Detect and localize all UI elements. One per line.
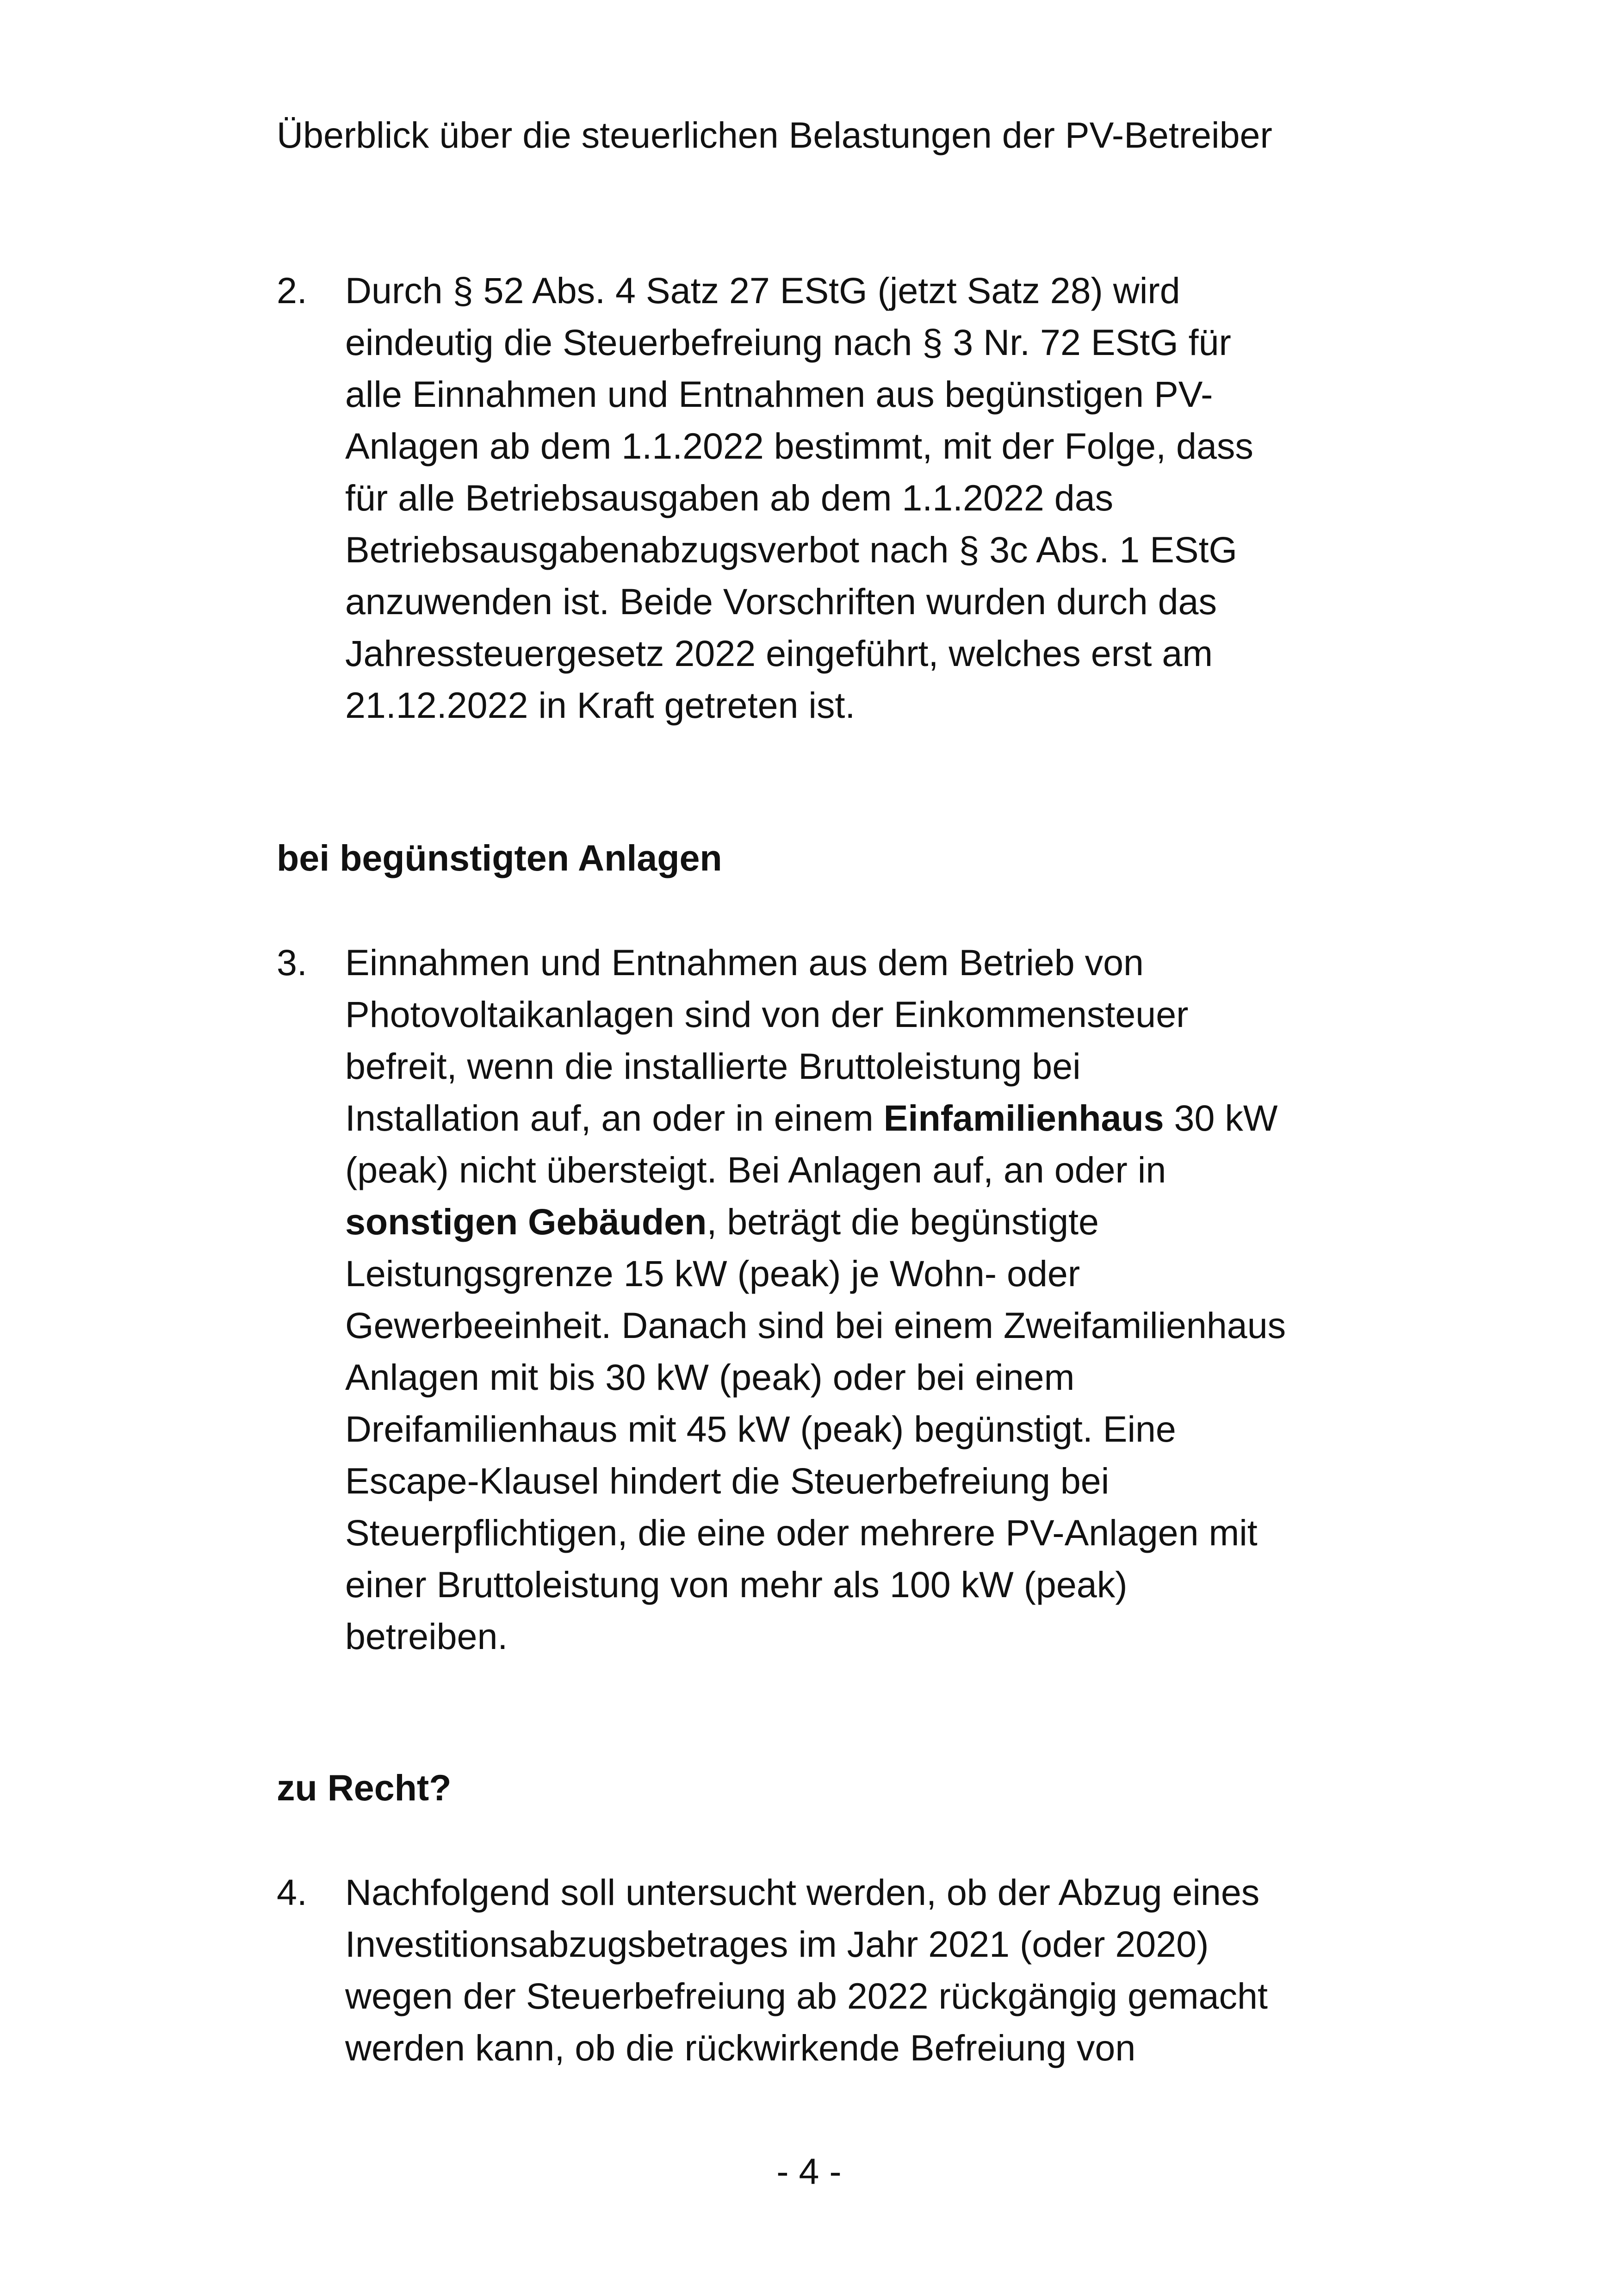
text-line: betreiben.: [345, 1616, 508, 1657]
text-line: Leistungsgrenze 15 kW (peak) je Wohn- oder: [345, 1253, 1080, 1294]
text-line: Anlagen ab dem 1.1.2022 bestimmt, mit der Folge, dass: [345, 425, 1253, 467]
item-2-text: [345, 265, 1253, 731]
text-line: Nachfolgend soll untersucht werden, ob der Abzug eines: [345, 1872, 1260, 1913]
text-line: alle Einnahmen und Entnahmen aus begünstigen PV-: [345, 373, 1213, 415]
text-line: [345, 1092, 1286, 1144]
text-line: Jahressteuergesetz 2022 eingeführt, welches erst am: [345, 633, 1213, 674]
text-line: Investitionsabzugsbetrages im Jahr 2021 (oder 2020): [345, 1923, 1209, 1965]
running-header: Überblick über die steuerlichen Belastungen der PV-Betreiber: [277, 114, 1272, 156]
text-line: (peak) nicht übersteigt. Bei Anlagen auf, an oder in: [345, 1149, 1166, 1190]
text-line: eindeutig die Steuerbefreiung nach § 3 Nr. 72 EStG für: [345, 322, 1231, 363]
text-line: Dreifamilienhaus mit 45 kW (peak) begünstigt. Eine: [345, 1408, 1176, 1450]
emphasis-sonstigen-gebaeuden: sonstigen Gebäuden: [345, 1201, 707, 1242]
item-number-4: 4.: [277, 1872, 307, 1913]
text-segment: Installation auf, an oder in einem: [345, 1097, 884, 1139]
text-line: Photovoltaikanlagen sind von der Einkommensteuer: [345, 994, 1189, 1035]
text-segment: 30 kW: [1164, 1097, 1278, 1139]
text-line: werden kann, ob die rückwirkende Befreiung von: [345, 2027, 1136, 2068]
text-segment: , beträgt die begünstigte: [707, 1201, 1099, 1242]
text-line: Steuerpflichtigen, die eine oder mehrere PV-Anlagen mit: [345, 1512, 1258, 1553]
text-line: Betriebsausgabenabzugsverbot nach § 3c Abs. 1 EStG: [345, 529, 1237, 570]
section-heading: zu Recht?: [277, 1767, 452, 1808]
text-line: befreit, wenn die installierte Bruttoleistung bei: [345, 1045, 1081, 1087]
item-number-3: 3.: [277, 942, 307, 983]
text-line: Durch § 52 Abs. 4 Satz 27 EStG (jetzt Satz 28) wird: [345, 270, 1180, 311]
text-line: Gewerbeeinheit. Danach sind bei einem Zweifamilienhaus: [345, 1305, 1286, 1346]
page-number: - 4 -: [776, 2151, 842, 2192]
item-number-2: 2.: [277, 270, 307, 311]
item-4-text: [345, 1867, 1268, 2074]
text-line: Einnahmen und Entnahmen aus dem Betrieb von: [345, 942, 1144, 983]
emphasis-einfamilienhaus: Einfamilienhaus: [883, 1097, 1164, 1139]
text-line: 21.12.2022 in Kraft getreten ist.: [345, 684, 855, 726]
text-line: wegen der Steuerbefreiung ab 2022 rückgängig gemacht: [345, 1975, 1268, 2016]
text-line: für alle Betriebsausgaben ab dem 1.1.2022 das: [345, 477, 1114, 518]
text-line: [345, 1196, 1286, 1248]
text-line: anzuwenden ist. Beide Vorschriften wurden durch das: [345, 581, 1217, 622]
item-3-text: [345, 937, 1286, 1662]
section-heading: bei begünstigten Anlagen: [277, 837, 722, 878]
text-line: Escape-Klausel hindert die Steuerbefreiung bei: [345, 1460, 1110, 1501]
text-line: Anlagen mit bis 30 kW (peak) oder bei einem: [345, 1356, 1075, 1398]
text-line: einer Bruttoleistung von mehr als 100 kW (peak): [345, 1564, 1128, 1605]
